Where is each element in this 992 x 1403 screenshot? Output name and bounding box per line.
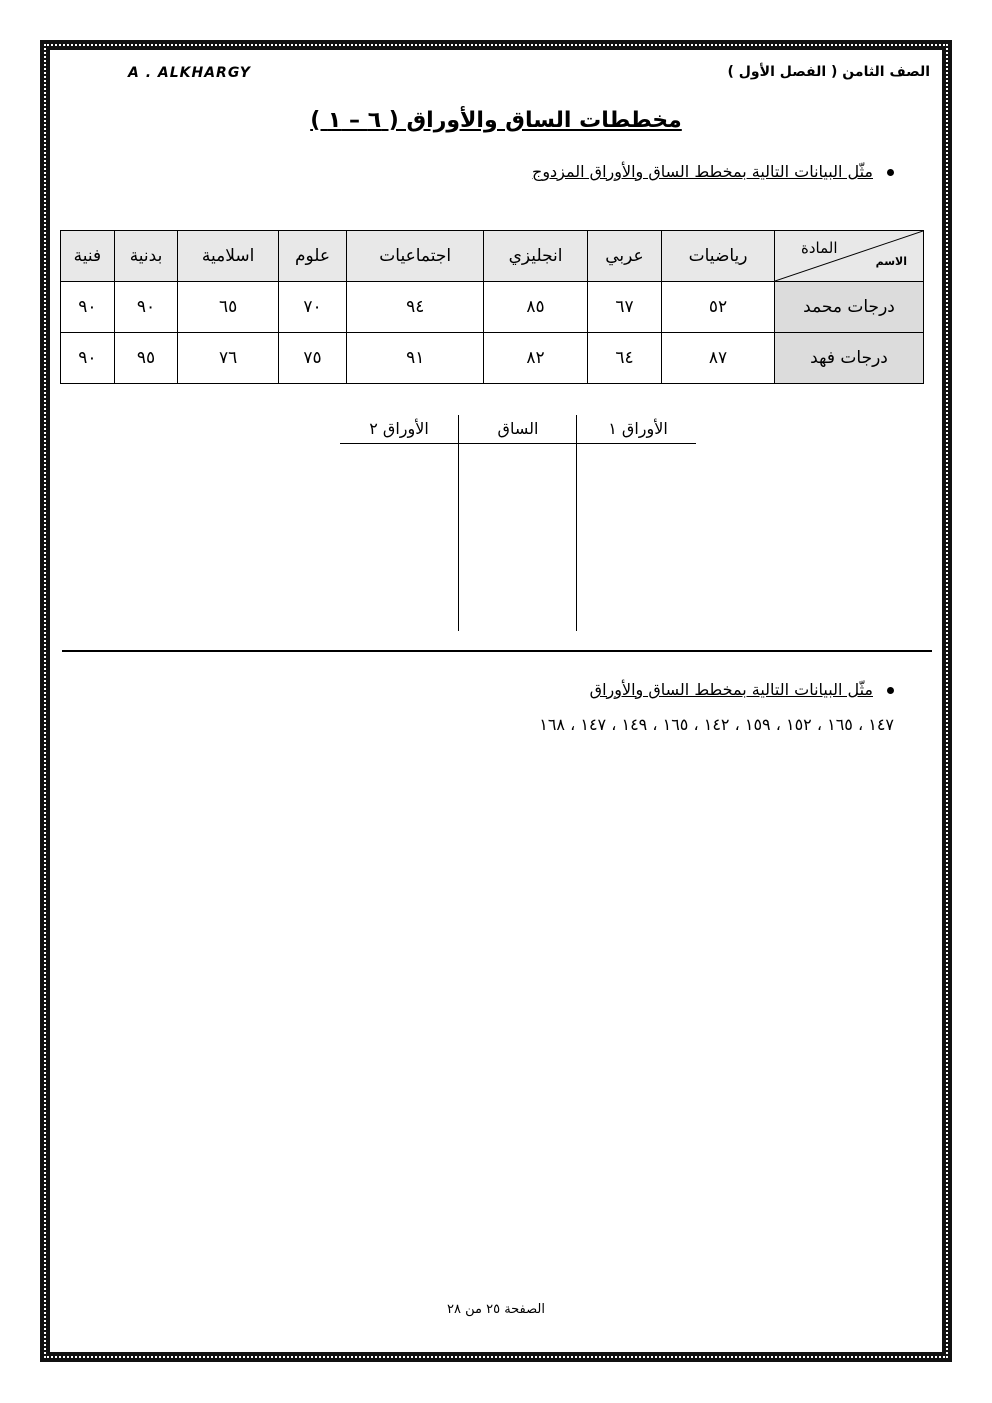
- exercise1-instruction-text: مثّل البيانات التالية بمخطط الساق والأوراق المزدوج: [532, 162, 873, 181]
- grade-cell: ٦٥: [178, 282, 279, 333]
- grade-cell: ٩٥: [114, 333, 177, 384]
- grade-cell: ٨٧: [662, 333, 775, 384]
- subject-header: بدنية: [114, 231, 177, 282]
- stem-leaf-frame: [340, 415, 696, 631]
- section-divider: [62, 650, 932, 652]
- grade-cell: ٦٧: [587, 282, 661, 333]
- grade-cell: ٩٤: [347, 282, 484, 333]
- grade-cell: ٩٠: [114, 282, 177, 333]
- grade-cell: ٩٠: [61, 333, 115, 384]
- corner-name-label: الاسم: [875, 255, 907, 268]
- table-row: [61, 282, 924, 333]
- page-number: الصفحة ٢٥ من ٢٨: [447, 1302, 545, 1317]
- grade-cell: ٧٦: [178, 333, 279, 384]
- student-name: درجات محمد: [775, 282, 924, 333]
- corner-cell: [775, 231, 924, 282]
- grade-cell: ٧٥: [279, 333, 347, 384]
- exercise2-data: ١٤٧ ، ١٦٥ ، ١٥٢ ، ١٥٩ ، ١٤٢ ، ١٦٥ ، ١٤٩ ، ١٤٧ ، ١٦٨: [539, 715, 894, 734]
- grade-cell: ٦٤: [587, 333, 661, 384]
- table-row: [61, 333, 924, 384]
- grade-cell: ٨٢: [484, 333, 587, 384]
- bullet-icon: [887, 169, 894, 176]
- subject-header: عربي: [587, 231, 661, 282]
- page-title: [50, 108, 942, 133]
- subject-header: انجليزي: [484, 231, 587, 282]
- grade-cell: ٧٠: [279, 282, 347, 333]
- leaves2-header: الأوراق ٢: [369, 419, 429, 438]
- corner-subject-label: المادة: [801, 239, 838, 257]
- stem-leaf-divider-left: [458, 415, 459, 631]
- grade-cell: ٨٥: [484, 282, 587, 333]
- grade-cell: ٥٢: [662, 282, 775, 333]
- stem-header: الساق: [497, 419, 539, 438]
- table-header-row: [61, 231, 924, 282]
- author-header: A . ALKHARGY: [128, 65, 251, 81]
- subject-header: اسلامية: [178, 231, 279, 282]
- stem-leaf-divider-right: [576, 415, 577, 631]
- worksheet-page: [50, 50, 942, 1352]
- subject-header: رياضيات: [662, 231, 775, 282]
- student-name: درجات فهد: [775, 333, 924, 384]
- exercise2-instruction-text: مثّل البيانات التالية بمخطط الساق والأوراق: [589, 680, 873, 699]
- subject-header: اجتماعيات: [347, 231, 484, 282]
- page-title-text: مخططات الساق والأوراق ( ٦ – ١ ): [310, 108, 682, 133]
- stem-leaf-horizontal-line: [340, 443, 696, 444]
- leaves1-header: الأوراق ١: [608, 419, 668, 438]
- grade-cell: ٩١: [347, 333, 484, 384]
- bullet-icon: [887, 687, 894, 694]
- subject-header: علوم: [279, 231, 347, 282]
- grade-cell: ٩٠: [61, 282, 115, 333]
- exercise2-instruction: [590, 680, 894, 699]
- exercise1-instruction: [532, 162, 894, 181]
- course-header: الصف الثامن ( الفصل الأول ): [727, 64, 930, 80]
- subject-header: فنية: [61, 231, 115, 282]
- grades-table: [60, 230, 924, 384]
